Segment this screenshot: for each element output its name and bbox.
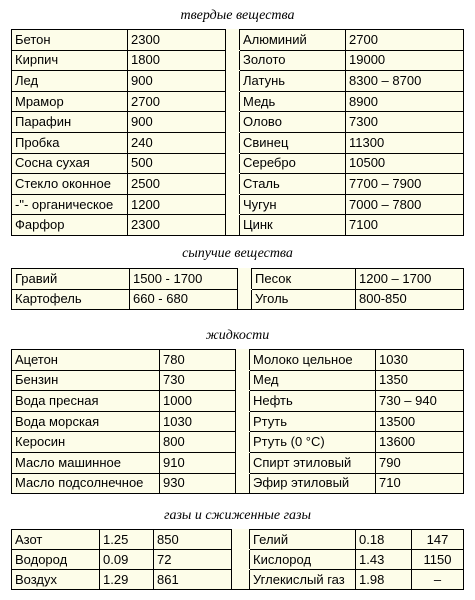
table-cell: 0.09 (100, 550, 154, 570)
table-cell: Кирпич (12, 50, 128, 71)
table-cell: Молоко цельное (250, 350, 376, 371)
table-row (12, 174, 464, 195)
table-row (12, 153, 464, 174)
table-row (12, 570, 464, 590)
table-cell: Нефть (250, 391, 376, 412)
table-row (12, 71, 464, 92)
table-cell: 2500 (128, 174, 226, 195)
table-cell: 1150 (412, 550, 464, 570)
column-separator (226, 174, 240, 195)
table-cell: Пробка (12, 132, 128, 153)
table-row (12, 530, 464, 550)
bulk-title: сыпучие вещества (182, 246, 293, 261)
table-row (12, 30, 464, 51)
table-cell: Гравий (12, 269, 130, 290)
table-cell: 1.29 (100, 570, 154, 590)
table-cell: Бензин (12, 370, 160, 391)
liquids-table (11, 349, 464, 494)
table-cell: Золото (240, 50, 346, 71)
table-cell: Масло подсолнечное (12, 473, 160, 494)
table-cell: 900 (128, 71, 226, 92)
column-separator (226, 132, 240, 153)
table-cell: 1.25 (100, 530, 154, 550)
table-cell: Фарфор (12, 215, 128, 236)
table-cell: 7000 – 7800 (346, 194, 464, 215)
table-cell: 1.43 (356, 550, 412, 570)
table-row (12, 50, 464, 71)
table-row (12, 215, 464, 236)
table-cell: Парафин (12, 112, 128, 133)
table-cell: Ртуть (250, 411, 376, 432)
table-cell: – (412, 570, 464, 590)
table-cell: 900 (128, 112, 226, 133)
table-cell: 147 (412, 530, 464, 550)
table-cell: Гелий (250, 530, 356, 550)
table-cell: Спирт этиловый (250, 452, 376, 473)
table-cell: 1030 (160, 411, 236, 432)
column-separator (226, 194, 240, 215)
table-cell: 1.98 (356, 570, 412, 590)
table-row (12, 194, 464, 215)
table-cell: 7700 – 7900 (346, 174, 464, 195)
table-row (12, 269, 464, 290)
column-separator (236, 432, 250, 453)
table-cell: Серебро (240, 153, 346, 174)
table-cell: 13500 (376, 411, 464, 432)
table-cell: Мед (250, 370, 376, 391)
table-cell: Уголь (252, 289, 356, 310)
column-separator (226, 91, 240, 112)
table-cell: 800 (160, 432, 236, 453)
table-row (12, 350, 464, 371)
table-cell: 660 - 680 (130, 289, 238, 310)
table-row (12, 132, 464, 153)
table-cell: 790 (376, 452, 464, 473)
table-cell: Вода пресная (12, 391, 160, 412)
table-cell: Цинк (240, 215, 346, 236)
table-cell: 1030 (376, 350, 464, 371)
table-cell: Олово (240, 112, 346, 133)
table-cell: 7100 (346, 215, 464, 236)
table-cell: Сосна сухая (12, 153, 128, 174)
column-separator (236, 370, 250, 391)
table-cell: Алюминий (240, 30, 346, 51)
table-row (12, 391, 464, 412)
table-row (12, 452, 464, 473)
column-separator (236, 411, 250, 432)
table-cell: 10500 (346, 153, 464, 174)
column-separator (232, 570, 250, 590)
table-cell: 1200 (128, 194, 226, 215)
column-separator (238, 269, 252, 290)
column-separator (226, 71, 240, 92)
table-cell: 13600 (376, 432, 464, 453)
table-cell: Картофель (12, 289, 130, 310)
table-cell: 240 (128, 132, 226, 153)
table-cell: Бетон (12, 30, 128, 51)
table-cell: Свинец (240, 132, 346, 153)
table-cell: Сталь (240, 174, 346, 195)
table-cell: 861 (154, 570, 232, 590)
table-row (12, 550, 464, 570)
table-cell: 1350 (376, 370, 464, 391)
table-cell: 2300 (128, 30, 226, 51)
column-separator (226, 30, 240, 51)
table-cell: Эфир этиловый (250, 473, 376, 494)
column-separator (236, 473, 250, 494)
table-cell: Ртуть (0 °С) (250, 432, 376, 453)
table-cell: Воздух (12, 570, 100, 590)
table-row (12, 473, 464, 494)
table-cell: Латунь (240, 71, 346, 92)
table-cell: 910 (160, 452, 236, 473)
table-cell: Мрамор (12, 91, 128, 112)
column-separator (236, 452, 250, 473)
table-cell: 500 (128, 153, 226, 174)
table-cell: Медь (240, 91, 346, 112)
table-cell: 730 – 940 (376, 391, 464, 412)
table-cell: Водород (12, 550, 100, 570)
table-cell: 930 (160, 473, 236, 494)
table-cell: 1800 (128, 50, 226, 71)
table-row (12, 289, 464, 310)
gases-table (11, 529, 464, 590)
table-row (12, 432, 464, 453)
table-row (12, 370, 464, 391)
table-cell: Лед (12, 71, 128, 92)
column-separator (226, 153, 240, 174)
table-cell: Углекислый газ (250, 570, 356, 590)
table-cell: Чугун (240, 194, 346, 215)
table-cell: Ацетон (12, 350, 160, 371)
table-cell: 72 (154, 550, 232, 570)
table-cell: Азот (12, 530, 100, 550)
column-separator (236, 391, 250, 412)
table-cell: 8300 – 8700 (346, 71, 464, 92)
bulk-table (11, 268, 464, 310)
table-cell: Стекло оконное (12, 174, 128, 195)
table-cell: 1200 – 1700 (356, 269, 464, 290)
table-cell: 800-850 (356, 289, 464, 310)
table-cell: 1500 - 1700 (130, 269, 238, 290)
table-cell: 19000 (346, 50, 464, 71)
table-cell: 2300 (128, 215, 226, 236)
table-cell: 0.18 (356, 530, 412, 550)
table-cell: 710 (376, 473, 464, 494)
table-row (12, 112, 464, 133)
table-cell: Масло машинное (12, 452, 160, 473)
table-cell: Вода морская (12, 411, 160, 432)
column-separator (238, 289, 252, 310)
table-cell: 2700 (128, 91, 226, 112)
gases-title: газы и сжиженные газы (164, 508, 311, 523)
table-cell: Керосин (12, 432, 160, 453)
table-cell: Кислород (250, 550, 356, 570)
solids-table (11, 29, 464, 236)
column-separator (226, 50, 240, 71)
table-row (12, 91, 464, 112)
column-separator (232, 530, 250, 550)
table-cell: 11300 (346, 132, 464, 153)
table-cell: -"- органическое (12, 194, 128, 215)
table-row (12, 411, 464, 432)
table-cell: 8900 (346, 91, 464, 112)
solids-title: твердые вещества (180, 8, 295, 23)
column-separator (226, 215, 240, 236)
table-cell: 850 (154, 530, 232, 550)
column-separator (226, 112, 240, 133)
liquids-title: жидкости (205, 328, 270, 343)
table-cell: Песок (252, 269, 356, 290)
table-cell: 1000 (160, 391, 236, 412)
table-cell: 730 (160, 370, 236, 391)
table-cell: 780 (160, 350, 236, 371)
column-separator (236, 350, 250, 371)
column-separator (232, 550, 250, 570)
table-cell: 7300 (346, 112, 464, 133)
table-cell: 2700 (346, 30, 464, 51)
